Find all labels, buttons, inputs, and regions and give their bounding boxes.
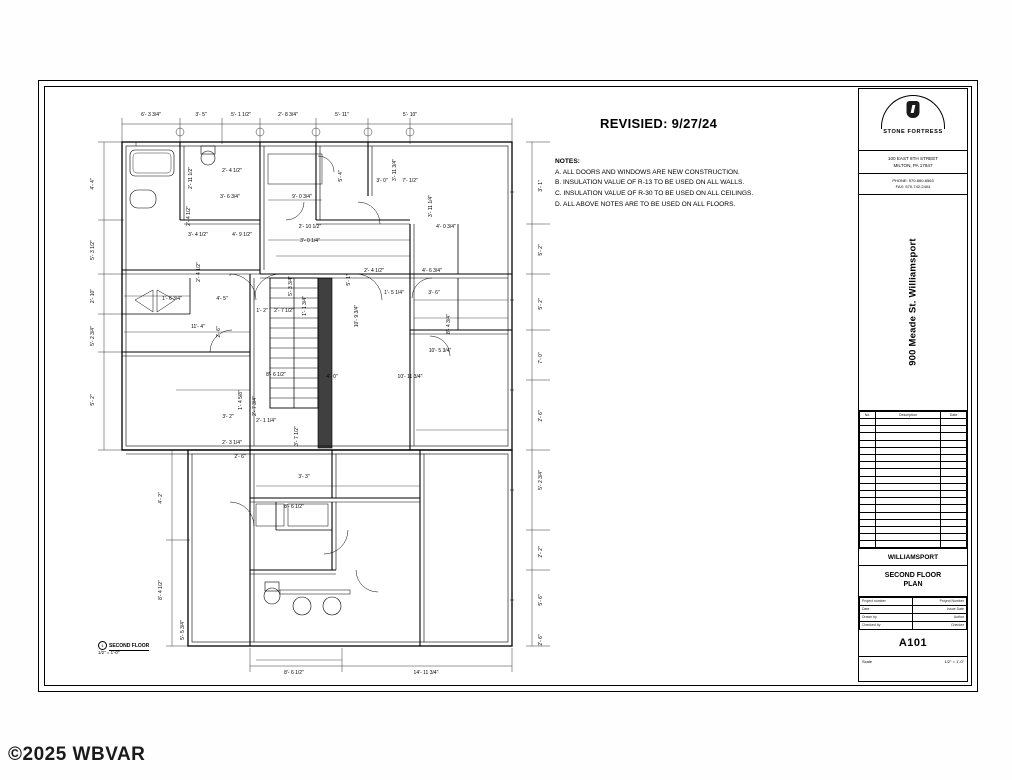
svg-text:3'- 0": 3'- 0"	[376, 178, 388, 184]
revision-table	[859, 411, 967, 549]
revision-cell	[860, 534, 876, 541]
revision-cell	[941, 534, 967, 541]
svg-text:4'- 4": 4'- 4"	[90, 178, 96, 190]
sheet-number: A101	[859, 630, 967, 657]
revision-row	[860, 498, 967, 505]
scale-label: Scale	[862, 658, 873, 664]
revision-row	[860, 490, 967, 497]
svg-text:2'- 6": 2'- 6"	[538, 410, 544, 422]
metadata-label: Drawn by	[860, 613, 913, 621]
project-name: 900 Meade St. Williamsport	[907, 238, 919, 367]
svg-text:2'- 4 1/2": 2'- 4 1/2"	[222, 168, 242, 174]
revision-cell	[860, 447, 876, 454]
revision-cell	[860, 490, 876, 497]
revision-row	[860, 462, 967, 469]
revision-cell	[941, 541, 967, 548]
revision-row	[860, 447, 967, 454]
svg-text:5'- 5 3/4": 5'- 5 3/4"	[180, 620, 186, 640]
svg-text:1'- 1 3/4": 1'- 1 3/4"	[302, 296, 308, 316]
svg-text:3'- 4 1/2": 3'- 4 1/2"	[188, 232, 208, 238]
revision-row	[860, 505, 967, 512]
metadata-label: Date	[860, 605, 913, 613]
address-line-1: 100 EAST 8TH STREET	[887, 156, 939, 161]
revision-cell	[875, 440, 940, 447]
revision-row	[860, 483, 967, 490]
svg-text:2'- 6": 2'- 6"	[234, 454, 246, 460]
sheet-title-line-1: SECOND FLOOR	[884, 572, 942, 580]
revision-cell	[875, 419, 940, 426]
revision-cell	[875, 483, 940, 490]
svg-text:1'- 6 3/4": 1'- 6 3/4"	[162, 296, 182, 302]
svg-text:2'- 2": 2'- 2"	[538, 546, 544, 558]
revision-header-row	[860, 411, 967, 418]
svg-text:7'- 1/2": 7'- 1/2"	[402, 178, 418, 184]
svg-text:5'- 2 3/4": 5'- 2 3/4"	[90, 326, 96, 346]
revision-row	[860, 534, 967, 541]
metadata-value: Project Number	[912, 597, 966, 605]
revision-cell	[941, 433, 967, 440]
revision-cell	[860, 541, 876, 548]
svg-text:2'- 6": 2'- 6"	[216, 326, 222, 338]
revision-cell	[860, 426, 876, 433]
plan-view-scale: 1/2" = 1'-0"	[98, 650, 120, 656]
view-mark: 1	[98, 641, 107, 650]
revision-row	[860, 541, 967, 548]
revision-cell	[860, 483, 876, 490]
svg-text:3'- 7 1/2": 3'- 7 1/2"	[294, 426, 300, 446]
sheet-title-line-2: PLAN	[903, 581, 923, 589]
revision-cell	[860, 476, 876, 483]
note-item: A. ALL DOORS AND WINDOWS ARE NEW CONSTRUCTION.	[555, 168, 740, 176]
svg-text:14'- 11 3/4": 14'- 11 3/4"	[413, 670, 439, 676]
revision-row	[860, 519, 967, 526]
revision-cell	[941, 455, 967, 462]
revision-cell	[860, 419, 876, 426]
floor-plan-drawing	[80, 100, 550, 676]
svg-text:1'- 4 5/8": 1'- 4 5/8"	[238, 390, 244, 410]
revision-row	[860, 469, 967, 476]
revision-cell	[860, 498, 876, 505]
revision-cell	[875, 526, 940, 533]
svg-text:2'- 7 3/4": 2'- 7 3/4"	[252, 396, 258, 416]
svg-text:10'- 5 3/4": 10'- 5 3/4"	[428, 348, 452, 354]
sheet-metadata	[859, 597, 967, 630]
svg-text:5'- 4": 5'- 4"	[338, 170, 344, 182]
svg-text:4'- 0": 4'- 0"	[326, 374, 338, 380]
company-logo	[859, 89, 967, 151]
revision-row	[860, 512, 967, 519]
metadata-label: Project number	[860, 597, 913, 605]
svg-text:5'- 2": 5'- 2"	[538, 298, 544, 310]
revision-cell	[860, 440, 876, 447]
revision-cell	[860, 505, 876, 512]
svg-text:5'- 11": 5'- 11"	[335, 112, 349, 118]
revision-col-no: No.	[860, 411, 876, 418]
revision-row	[860, 476, 967, 483]
note-item: D. ALL ABOVE NOTES ARE TO BE USED ON ALL FLOORS.	[555, 200, 736, 208]
svg-text:5'- 1 1/2": 5'- 1 1/2"	[231, 112, 251, 118]
svg-text:8'- 6 1/2": 8'- 6 1/2"	[266, 372, 286, 378]
scale-value: 1/2" = 1'-0"	[944, 658, 964, 664]
revision-title: REVISIED: 9/27/24	[600, 116, 718, 131]
revision-cell	[941, 505, 967, 512]
revision-cell	[875, 505, 940, 512]
svg-text:3'- 5": 3'- 5"	[195, 112, 207, 118]
revision-cell	[941, 419, 967, 426]
revision-cell	[941, 490, 967, 497]
revision-cell	[875, 519, 940, 526]
revision-cell	[941, 476, 967, 483]
revision-cell	[941, 426, 967, 433]
sheet-title	[859, 566, 967, 597]
svg-text:1'- 5 1/4": 1'- 5 1/4"	[384, 290, 404, 296]
revision-cell	[941, 447, 967, 454]
svg-text:4'- 5": 4'- 5"	[216, 296, 228, 302]
metadata-value: Issue Date	[912, 605, 966, 613]
revision-cell	[860, 455, 876, 462]
svg-text:2'- 6": 2'- 6"	[538, 634, 544, 646]
svg-text:3'- 6 3/4": 3'- 6 3/4"	[220, 194, 240, 200]
revision-cell	[875, 469, 940, 476]
svg-text:2'- 4 1/2": 2'- 4 1/2"	[196, 262, 202, 282]
svg-text:2'- 4 1/2": 2'- 4 1/2"	[364, 268, 384, 274]
svg-text:10'- 11 3/4": 10'- 11 3/4"	[397, 374, 423, 380]
phone-number: PHONE: 570-660-6563	[892, 178, 934, 184]
revision-cell	[860, 462, 876, 469]
copyright-watermark: ©2025 WBVAR	[8, 744, 146, 765]
revision-row	[860, 455, 967, 462]
revision-cell	[875, 541, 940, 548]
svg-text:3'- 1": 3'- 1"	[538, 180, 544, 192]
svg-text:5'- 2": 5'- 2"	[538, 244, 544, 256]
revision-cell	[875, 534, 940, 541]
revision-row	[860, 419, 967, 426]
svg-text:5'- 10": 5'- 10"	[402, 112, 418, 118]
note-item: C. INSULATION VALUE OF R-30 TO BE USED ON ALL CEILINGS.	[555, 190, 754, 198]
revision-cell	[875, 498, 940, 505]
svg-text:2'- 10": 2'- 10"	[90, 288, 96, 304]
svg-text:8'- 4 3/4": 8'- 4 3/4"	[446, 314, 452, 334]
svg-text:7'- 0": 7'- 0"	[538, 352, 544, 364]
svg-text:5'- 3 3/4": 5'- 3 3/4"	[288, 276, 294, 296]
revision-cell	[860, 526, 876, 533]
svg-text:3'- 11 3/4": 3'- 11 3/4"	[392, 158, 398, 182]
revision-cell	[875, 490, 940, 497]
revision-cell	[875, 462, 940, 469]
svg-text:2'- 4 1/2": 2'- 4 1/2"	[186, 206, 192, 226]
revision-cell	[860, 433, 876, 440]
revision-cell	[941, 512, 967, 519]
revision-cell	[875, 512, 940, 519]
metadata-row	[860, 605, 967, 613]
revision-col-description: Description	[875, 411, 940, 418]
metadata-value: Author	[912, 613, 966, 621]
revision-cell	[860, 469, 876, 476]
svg-text:2'- 1 1/4": 2'- 1 1/4"	[256, 418, 276, 424]
shield-icon	[907, 101, 920, 118]
general-notes	[555, 157, 835, 210]
revision-cell	[941, 526, 967, 533]
revision-cell	[875, 455, 940, 462]
svg-text:2'- 7 1/2": 2'- 7 1/2"	[274, 308, 294, 314]
revision-cell	[875, 476, 940, 483]
project-city: WILLIAMSPORT	[859, 548, 967, 566]
svg-text:8'- 6 1/2": 8'- 6 1/2"	[284, 670, 304, 676]
company-address	[859, 151, 967, 174]
svg-text:8'- 4 1/2": 8'- 4 1/2"	[158, 580, 164, 600]
address-line-2: MILTON, PA 17847	[893, 162, 933, 168]
revision-row	[860, 426, 967, 433]
revision-row	[860, 433, 967, 440]
svg-text:3'- 11 1/4": 3'- 11 1/4"	[428, 194, 434, 218]
svg-text:5'- 1": 5'- 1"	[346, 274, 352, 286]
revision-col-date: Date	[941, 411, 967, 418]
note-item: B. INSULATION VALUE OF R-13 TO BE USED ON ALL WALLS.	[555, 179, 745, 187]
svg-text:4'- 2": 4'- 2"	[158, 492, 164, 504]
metadata-row	[860, 613, 967, 621]
svg-text:2'- 11 1/2": 2'- 11 1/2"	[188, 166, 194, 190]
svg-text:4'- 9 1/2": 4'- 9 1/2"	[232, 232, 252, 238]
svg-text:4'- 0 3/4": 4'- 0 3/4"	[436, 224, 456, 230]
svg-text:5'- 2": 5'- 2"	[90, 394, 96, 406]
svg-text:3'- 3": 3'- 3"	[298, 474, 310, 480]
plan-view-label	[98, 641, 149, 657]
revision-cell	[875, 433, 940, 440]
metadata-label: Checked by	[860, 621, 913, 629]
svg-text:5'- 6": 5'- 6"	[538, 594, 544, 606]
svg-text:5'- 2 3/4": 5'- 2 3/4"	[538, 470, 544, 490]
company-contact	[859, 174, 967, 195]
title-block	[858, 88, 968, 682]
revision-row	[860, 526, 967, 533]
revision-cell	[941, 519, 967, 526]
revision-cell	[941, 498, 967, 505]
plan-view-title: SECOND FLOOR	[109, 642, 150, 649]
svg-text:1'- 2": 1'- 2"	[256, 308, 268, 314]
revision-cell	[875, 426, 940, 433]
notes-heading: NOTES:	[555, 158, 580, 165]
svg-text:5'- 3 1/2": 5'- 3 1/2"	[90, 240, 96, 260]
revision-cell	[941, 462, 967, 469]
svg-text:2'- 10 1/2": 2'- 10 1/2"	[298, 224, 322, 230]
company-name: STONE FORTRESS	[883, 129, 943, 135]
svg-text:3'- 6": 3'- 6"	[428, 290, 440, 296]
svg-text:8'- 6 1/2": 8'- 6 1/2"	[284, 504, 304, 510]
svg-text:11'- 4": 11'- 4"	[191, 324, 205, 330]
revision-cell	[941, 469, 967, 476]
revision-cell	[941, 483, 967, 490]
svg-text:3'- 0 1/4": 3'- 0 1/4"	[300, 238, 320, 244]
project-name-block	[859, 195, 967, 411]
revision-cell	[860, 512, 876, 519]
svg-text:3'- 2": 3'- 2"	[222, 414, 234, 420]
svg-text:10'- 9 3/4": 10'- 9 3/4"	[354, 304, 360, 328]
metadata-row	[860, 597, 967, 605]
revision-row	[860, 440, 967, 447]
sheet-scale	[859, 657, 967, 666]
metadata-row	[860, 621, 967, 629]
svg-text:6'- 3 3/4": 6'- 3 3/4"	[141, 112, 161, 118]
fax-number: FAX: 570-742-2404	[895, 184, 931, 190]
revision-body	[860, 419, 967, 548]
svg-text:2'- 3 1/4": 2'- 3 1/4"	[222, 440, 242, 446]
svg-text:2'- 8 3/4": 2'- 8 3/4"	[278, 112, 298, 118]
revision-cell	[875, 447, 940, 454]
svg-text:4'- 6 3/4": 4'- 6 3/4"	[422, 268, 442, 274]
revision-cell	[941, 440, 967, 447]
revision-cell	[860, 519, 876, 526]
svg-text:9'- 0 3/4": 9'- 0 3/4"	[292, 194, 312, 200]
metadata-value: Checker	[912, 621, 966, 629]
